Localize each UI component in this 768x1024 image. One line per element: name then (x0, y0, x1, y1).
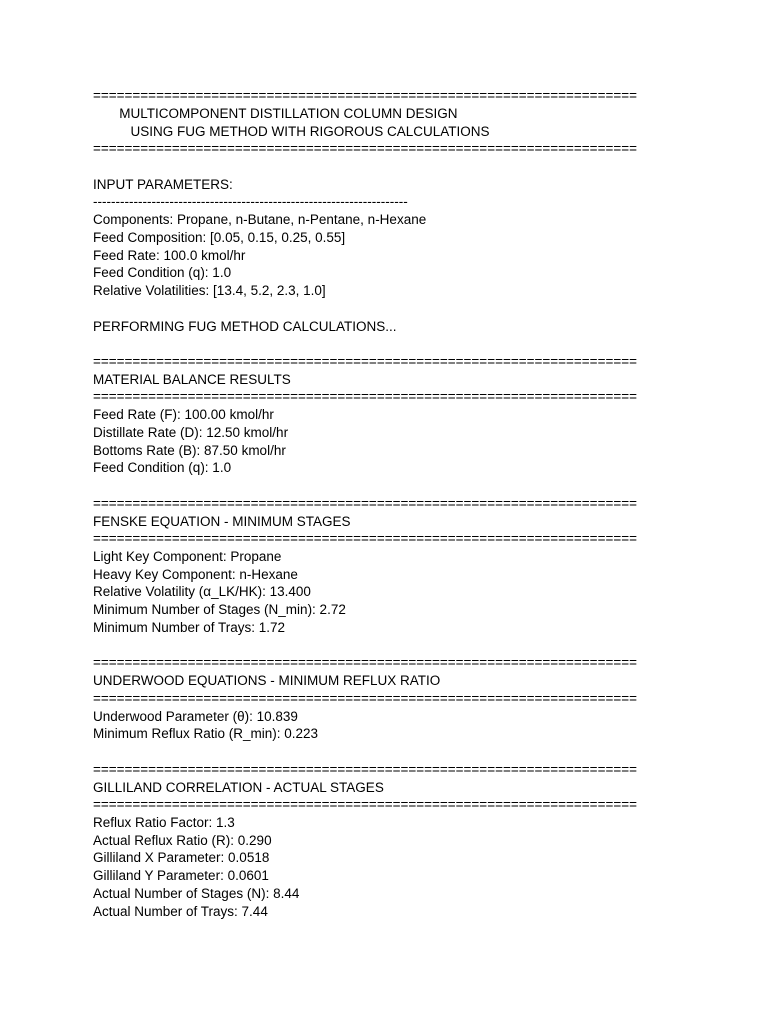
separator-line: ===================================================================== (93, 353, 637, 369)
blank-line (93, 300, 693, 318)
separator-line: ===================================================================== (93, 655, 637, 671)
text-line: Relative Volatility (α_LK/HK): 13.400 (93, 584, 311, 600)
section-heading: GILLILAND CORRELATION - ACTUAL STAGES (93, 779, 384, 795)
section-heading: MATERIAL BALANCE RESULTS (93, 371, 291, 387)
separator-line: ===================================================================== (93, 389, 637, 405)
section-heading: FENSKE EQUATION - MINIMUM STAGES (93, 513, 351, 529)
text-line: Underwood Parameter (θ): 10.839 (93, 708, 298, 724)
separator-line: ===================================================================== (93, 141, 637, 157)
text-line: Actual Number of Stages (N): 8.44 (93, 885, 300, 901)
text-line: Actual Number of Trays: 7.44 (93, 903, 268, 919)
separator-line: ===================================================================== (93, 88, 637, 103)
text-line: Feed Rate: 100.0 kmol/hr (93, 247, 246, 263)
section-heading: PERFORMING FUG METHOD CALCULATIONS... (93, 318, 397, 334)
separator-line: ===================================================================== (93, 690, 637, 706)
blank-line (93, 743, 693, 761)
blank-line (93, 158, 693, 176)
separator-line: ===================================================================== (93, 495, 637, 511)
blank-line (93, 637, 693, 655)
text-line: Light Key Component: Propane (93, 549, 282, 564)
section-heading: UNDERWOOD EQUATIONS - MINIMUM REFLUX RATIO (93, 673, 441, 689)
section-heading: INPUT PARAMETERS: (93, 176, 233, 192)
text-line: Heavy Key Component: n-Hexane (93, 566, 298, 582)
blank-line (93, 335, 693, 353)
text-line: Bottoms Rate (B): 87.50 kmol/hr (93, 442, 286, 458)
separator-line: ===================================================================== (93, 761, 637, 777)
text-line: Feed Composition: [0.05, 0.15, 0.25, 0.55] (93, 229, 346, 245)
text-line: Distillate Rate (D): 12.50 kmol/hr (93, 424, 289, 440)
text-line: Reflux Ratio Factor: 1.3 (93, 814, 235, 830)
text-line: Minimum Number of Stages (N_min): 2.72 (93, 602, 346, 618)
text-line: Components: Propane, n-Butane, n-Pentane, n-Hexane (93, 212, 427, 228)
text-line: Minimum Reflux Ratio (R_min): 0.223 (93, 726, 319, 742)
text-line: Relative Volatilities: [13.4, 5.2, 2.3, 1.0] (93, 283, 326, 298)
text-line: Feed Condition (q): 1.0 (93, 265, 232, 281)
separator-line: ===================================================================== (93, 797, 637, 813)
text-line: Minimum Number of Trays: 1.72 (93, 619, 286, 635)
section-heading: MULTICOMPONENT DISTILLATION COLUMN DESIGN (93, 105, 458, 121)
text-line: Gilliland Y Parameter: 0.0601 (93, 868, 269, 884)
separator-line: ===================================================================== (93, 531, 637, 547)
text-line: Gilliland X Parameter: 0.0518 (93, 850, 270, 866)
section-heading: USING FUG METHOD WITH RIGOROUS CALCULATIONS (93, 123, 490, 139)
text-line: Feed Condition (q): 1.0 (93, 460, 232, 476)
text-line: Feed Rate (F): 100.00 kmol/hr (93, 407, 274, 423)
dash-separator-line: ---------------------------------------------------------------------- (93, 194, 408, 210)
text-line: Actual Reflux Ratio (R): 0.290 (93, 832, 272, 848)
blank-line (93, 477, 693, 495)
